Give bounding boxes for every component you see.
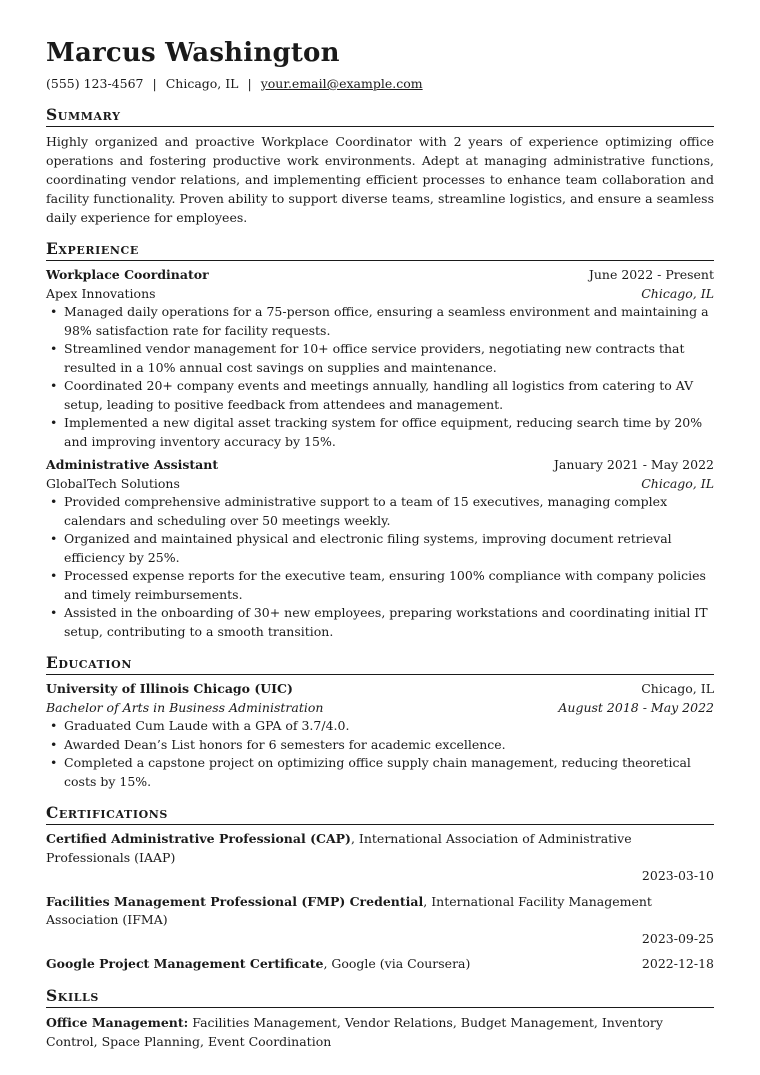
- skills-section: [46, 986, 714, 1051]
- section-title-experience: Experience: [46, 239, 714, 261]
- bullet-item: • Completed a capstone project on optimizing office supply chain management, reducing theoretical costs by 15%.: [64, 754, 714, 791]
- certification-issuer: , Google (via Coursera): [323, 956, 471, 971]
- job-dates: January 2021 - May 2022: [553, 457, 714, 472]
- contact-separator: |: [152, 76, 157, 91]
- bullet-item: • Managed daily operations for a 75-person office, ensuring a seamless environment and maintaining a 98% satisfaction rate for facility requests.: [64, 303, 714, 340]
- section-title-summary: Summary: [46, 105, 714, 127]
- job-header: [46, 266, 714, 285]
- company-name: Apex Innovations: [46, 285, 156, 301]
- bullet-item: • Streamlined vendor management for 10+ office service providers, negotiating new contracts that resulted in a 10% annual cost savings on supplies and maintenance.: [64, 340, 714, 377]
- certifications-section: [46, 803, 714, 974]
- certification-name: Facilities Management Professional (FMP) Credential: [46, 893, 424, 909]
- certification-item: [46, 955, 714, 974]
- section-title-education: Education: [46, 653, 714, 675]
- summary-text: Highly organized and proactive Workplace Coordinator with 2 years of experience optimizing office operations and fostering productive work environments. Adept at managing administrative functions, coordinating vendor relations, and implementing efficient processes to enhance team collaboration and facility functionality. Proven ability to support diverse teams, streamline logistics, and ensure a seamless daily experience for employees.: [46, 134, 714, 225]
- job-entry: [46, 266, 714, 451]
- job-bullets: [46, 493, 714, 641]
- phone-number: (555) 123-4567: [46, 76, 144, 91]
- education-dates: August 2018 - May 2022: [558, 699, 714, 715]
- company-name: GlobalTech Solutions: [46, 475, 180, 491]
- degree-name: Bachelor of Arts in Business Administration: [46, 699, 324, 715]
- location-text: Chicago, IL: [165, 76, 239, 91]
- school-header: [46, 680, 714, 699]
- school-name: University of Illinois Chicago (UIC): [46, 681, 293, 696]
- section-title-skills: Skills: [46, 986, 714, 1008]
- job-dates: June 2022 - Present: [588, 267, 714, 282]
- bullet-item: • Organized and maintained physical and electronic filing systems, improving document retrieval efficiency by 25%.: [64, 530, 714, 567]
- experience-section: [46, 239, 714, 641]
- job-subheader: [46, 285, 714, 304]
- bullet-item: • Implemented a new digital asset tracking system for office equipment, reducing search time by 20% and improving inventory accuracy by 15%.: [64, 414, 714, 451]
- certification-issuer: , International Facility Management Association (IFMA): [46, 893, 652, 927]
- certification-date: 2023-03-10: [641, 868, 714, 883]
- certification-name: Google Project Management Certificate: [46, 956, 324, 971]
- school-location: Chicago, IL: [641, 681, 714, 696]
- job-entry: [46, 456, 714, 641]
- contact-line: [46, 75, 714, 93]
- summary-section: [46, 105, 714, 227]
- certification-issuer: , International Association of Administrative Professionals (IAAP): [46, 831, 632, 865]
- bullet-item: • Awarded Dean’s List honors for 6 semesters for academic excellence.: [64, 736, 714, 755]
- bullet-item: • Graduated Cum Laude with a GPA of 3.7/4.0.: [64, 717, 714, 736]
- job-subheader: [46, 475, 714, 494]
- certification-date: 2022-12-18: [641, 956, 714, 971]
- degree-line: [46, 699, 714, 718]
- candidate-name: Marcus Washington: [46, 38, 340, 68]
- skills-line: [46, 1013, 714, 1051]
- job-location: Chicago, IL: [641, 475, 714, 491]
- bullet-item: • Assisted in the onboarding of 30+ new employees, preparing workstations and coordinating initial IT setup, contributing to a smooth transition.: [64, 604, 714, 641]
- bullet-item: • Processed expense reports for the executive team, ensuring 100% compliance with company policies and timely reimbursements.: [64, 567, 714, 604]
- job-header: [46, 456, 714, 475]
- job-bullets: [46, 303, 714, 451]
- education-section: [46, 653, 714, 791]
- skills-category: Office Management:: [46, 1014, 189, 1030]
- skills-list: Facilities Management, Vendor Relations, Budget Management, Inventory Control, Space Planning, Event Coordination: [46, 1014, 663, 1049]
- certification-item: [46, 893, 714, 949]
- bullet-item: • Coordinated 20+ company events and meetings annually, handling all logistics from catering to AV setup, leading to positive feedback from attendees and management.: [64, 377, 714, 414]
- bullet-item: • Provided comprehensive administrative support to a team of 15 executives, managing complex calendars and scheduling over 50 meetings weekly.: [64, 493, 714, 530]
- certification-name: Certified Administrative Professional (CAP): [46, 831, 351, 846]
- job-location: Chicago, IL: [641, 285, 714, 301]
- email-link[interactable]: your.email@example.com: [260, 76, 423, 91]
- contact-separator: |: [247, 76, 252, 91]
- education-bullets: [46, 717, 714, 791]
- job-title: Workplace Coordinator: [46, 267, 209, 282]
- job-title: Administrative Assistant: [46, 457, 219, 472]
- certification-date: 2023-09-25: [641, 930, 714, 946]
- section-title-certifications: Certifications: [46, 803, 714, 825]
- certification-item: [46, 830, 714, 886]
